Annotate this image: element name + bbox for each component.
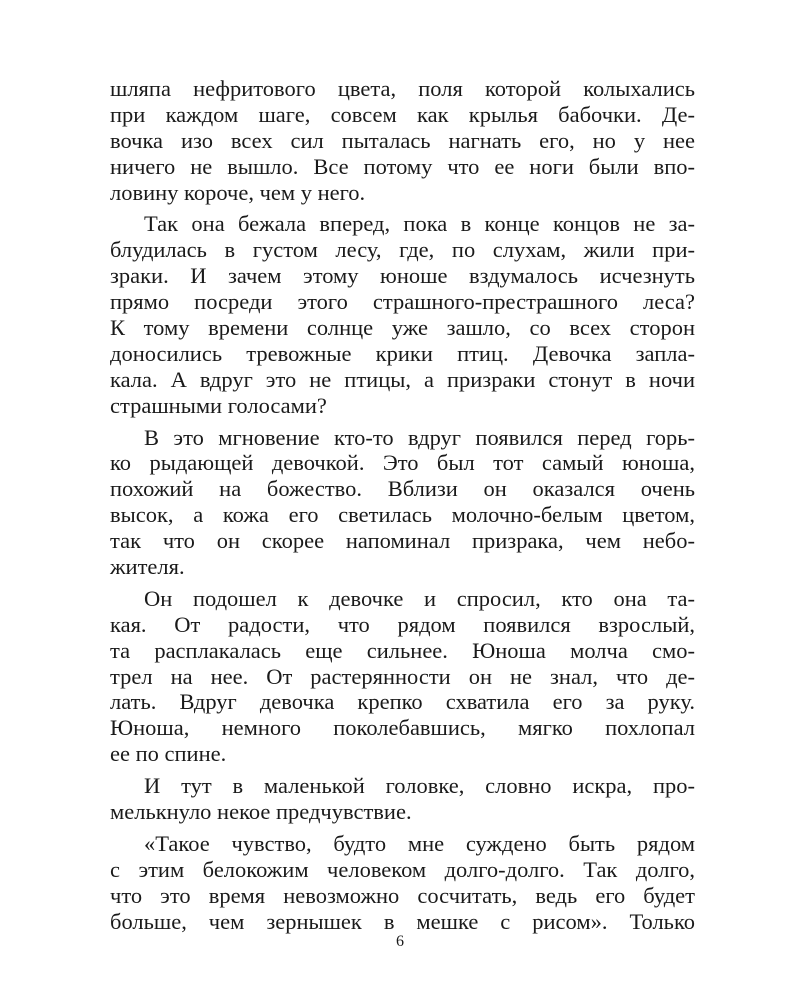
text-line: Так она бежала вперед, пока в конце концов не за- xyxy=(144,211,695,237)
text-line: вочка изо всех сил пыталась нагнать его, но у нее xyxy=(110,127,695,153)
text-line: доносились тревожные крики птиц. Девочка запла- xyxy=(110,340,695,366)
text-line: что это время невозможно сосчитать, ведь его будет xyxy=(110,882,695,908)
text-line: мелькнуло некое предчувствие. xyxy=(110,799,412,825)
paragraph xyxy=(110,76,695,205)
text-line: при каждом шаге, совсем как крылья бабочки. Де- xyxy=(110,101,695,127)
text-line: И тут в маленькой головке, словно искра, про- xyxy=(144,773,695,799)
paragraph xyxy=(110,773,695,825)
text-line: та расплакалась еще сильнее. Юноша молча смо- xyxy=(110,637,695,663)
text-line: зраки. И зачем этому юноше вздумалось исчезнуть xyxy=(110,263,695,289)
paragraph xyxy=(110,211,695,418)
paragraph xyxy=(110,831,695,935)
text-line: прямо посреди этого страшного-престрашного леса? xyxy=(110,289,695,315)
text-line: жителя. xyxy=(110,554,185,580)
text-line: В это мгновение кто-то вдруг появился перед горь- xyxy=(144,424,695,450)
paragraph xyxy=(110,586,695,767)
text-line: кала. А вдруг это не птицы, а призраки стонут в ночи xyxy=(110,366,695,392)
text-line: так что он скорее напоминал призрака, чем небо- xyxy=(110,528,695,554)
text-line: ко рыдающей девочкой. Это был тот самый юноша, xyxy=(110,450,695,476)
paragraph xyxy=(110,425,695,580)
text-line: «Такое чувство, будто мне суждено быть рядом xyxy=(144,830,695,856)
text-line: блудилась в густом лесу, где, по слухам, жили при- xyxy=(110,237,695,263)
text-line: похожий на божество. Вблизи он оказался очень xyxy=(110,476,695,502)
text-line: с этим белокожим человеком долго-долго. Так долго, xyxy=(110,856,695,882)
text-line: страшными голосами? xyxy=(110,392,327,418)
text-line: Юноша, немного поколебавшись, мягко похлопал xyxy=(110,715,695,741)
text-line: лать. Вдруг девочка крепко схватила его за руку. xyxy=(110,689,695,715)
text-line: кая. От радости, что рядом появился взрослый, xyxy=(110,611,695,637)
text-line: шляпа нефритового цвета, поля которой колыхались xyxy=(110,76,695,101)
text-line: трел на нее. От растерянности он не знал, что де- xyxy=(110,663,695,689)
text-line: ловину короче, чем у него. xyxy=(110,179,366,205)
text-line: К тому времени солнце уже зашло, со всех сторон xyxy=(110,315,695,341)
page-number: 6 xyxy=(396,933,404,950)
text-line: больше, чем зернышек в мешке с рисом». Только xyxy=(110,908,695,934)
text-line: Он подошел к девочке и спросил, кто она та- xyxy=(144,585,695,611)
text-line: ее по спине. xyxy=(110,741,227,767)
text-line: высок, а кожа его светилась молочно-белым цветом, xyxy=(110,502,695,528)
page-body-text xyxy=(110,76,695,935)
text-line: ничего не вышло. Все потому что ее ноги были впо- xyxy=(110,153,695,179)
